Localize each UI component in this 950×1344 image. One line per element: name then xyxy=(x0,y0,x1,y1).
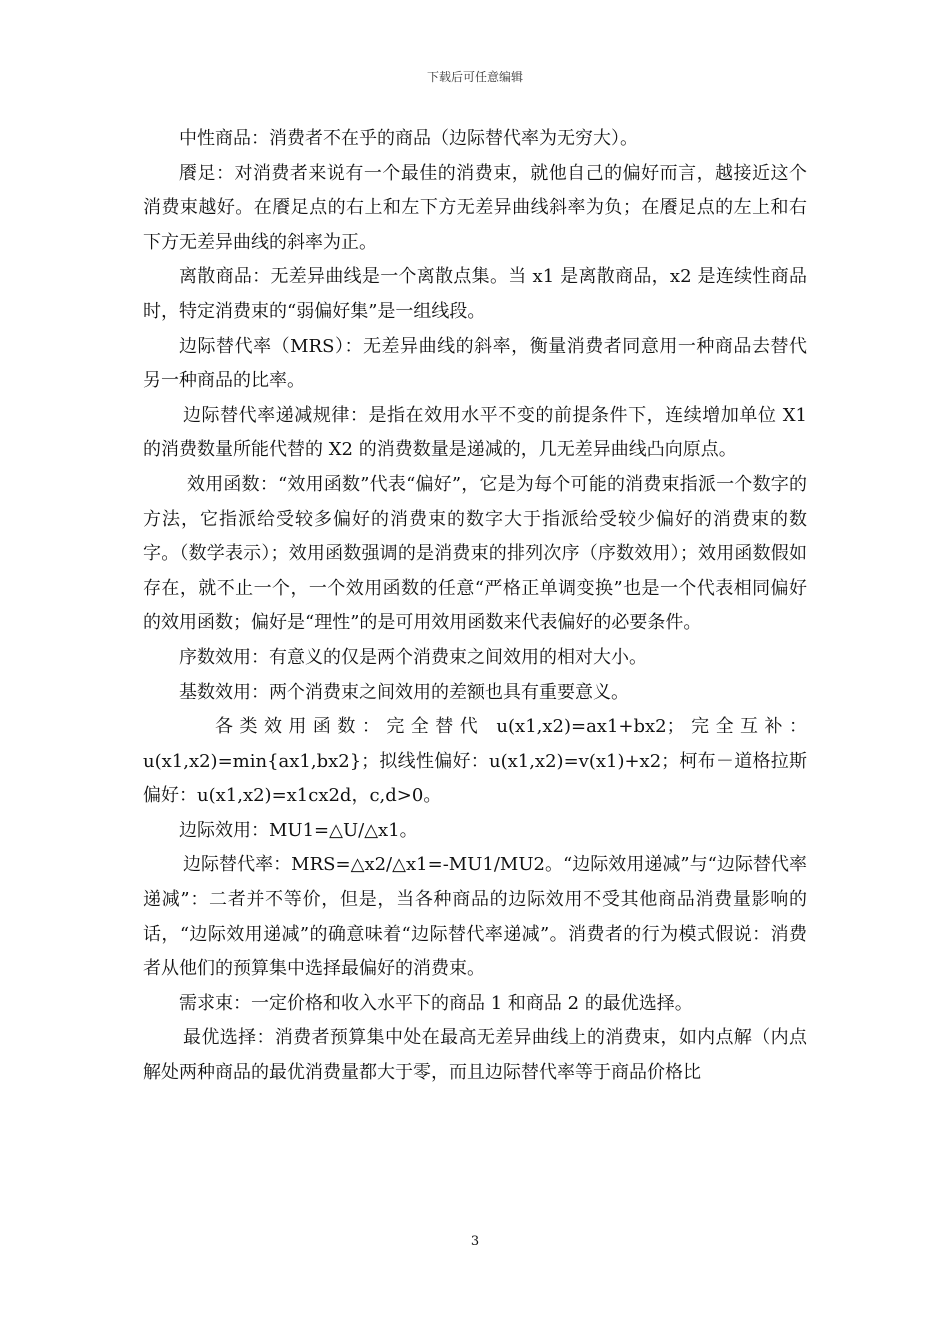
paragraph-discrete-goods: 离散商品：无差异曲线是一个离散点集。当 x1 是离散商品，x2 是连续性商品时，特定消费束的“弱偏好集”是一组线段。 xyxy=(143,266,807,322)
paragraph-optimal-choice: 最优选择：消费者预算集中处在最高无差异曲线上的消费束，如内点解（内点解处两种商品的最优消费量都大于零，而且边际替代率等于商品价格比 xyxy=(143,1027,807,1084)
paragraph-cardinal-utility: 基数效用：两个消费束之间效用的差额也具有重要意义。 xyxy=(179,681,629,703)
paragraph-mrs-formula: 边际替代率：MRS=△x2/△x1=-MU1/MU2。“边际效用递减”与“边际替代率递减”：二者并不等价，但是，当各种商品的边际效用不受其他商品消费量影响的话，“边际效用递减”的确意味着“边际替代率递减”。消费者的行为模式假说：消费者从他们的预算集中选择最偏好的消费束。 xyxy=(143,854,807,980)
document-body xyxy=(143,122,807,1091)
paragraph-marginal-utility: 边际效用：MU1=△U/△x1。 xyxy=(179,819,418,841)
paragraph-ordinal-utility: 序数效用：有意义的仅是两个消费束之间效用的相对大小。 xyxy=(179,646,647,668)
page-number: 3 xyxy=(470,1234,480,1249)
paragraph-demanded-bundle: 需求束：一定价格和收入水平下的商品 1 和商品 2 的最优选择。 xyxy=(179,992,693,1014)
page-header: 下载后可任意编辑 xyxy=(426,70,523,84)
paragraph-utility-function: 效用函数：“效用函数”代表“偏好”，它是为每个可能的消费束指派一个数字的方法，它指派给受较多偏好的消费束的数字大于指派给受较少偏好的消费束的数字。（数学表示）；效用函数强调的是消费束的排列次序（序数效用）；效用函数假如存在，就不止一个，一个效用函数的任意“严格正单调变换”也是一个代表相同偏好的效用函数；偏好是“理性”的是可用效用函数来代表偏好的必要条件。 xyxy=(143,473,807,634)
paragraph-diminishing-mrs: 边际替代率递减规律：是指在效用水平不变的前提条件下，连续增加单位 X1 的消费数量所能代替的 X2 的消费数量是递减的，几无差异曲线凸向原点。 xyxy=(143,404,807,461)
paragraph-neutral-goods: 中性商品：消费者不在乎的商品（边际替代率为无穷大）。 xyxy=(179,128,638,149)
paragraph-utility-types: 各类效用函数：完全替代 u(x1,x2)=ax1+bx2；完全互补：u(x1,x2)=min{ax1,bx2}；拟线性偏好：u(x1,x2)=v(x1)+x2；柯布－道格拉斯偏好：u(x1,x2)=x1cx2d，c,d>0。 xyxy=(143,716,807,807)
paragraph-satiation: 餍足：对消费者来说有一个最佳的消费束，就他自己的偏好而言，越接近这个消费束越好。在餍足点的右上和左下方无差异曲线斜率为负；在餍足点的左上和右下方无差异曲线的斜率为正。 xyxy=(143,162,807,253)
paragraph-mrs-definition: 边际替代率（MRS）：无差异曲线的斜率，衡量消费者同意用一种商品去替代另一种商品的比率。 xyxy=(143,335,807,392)
